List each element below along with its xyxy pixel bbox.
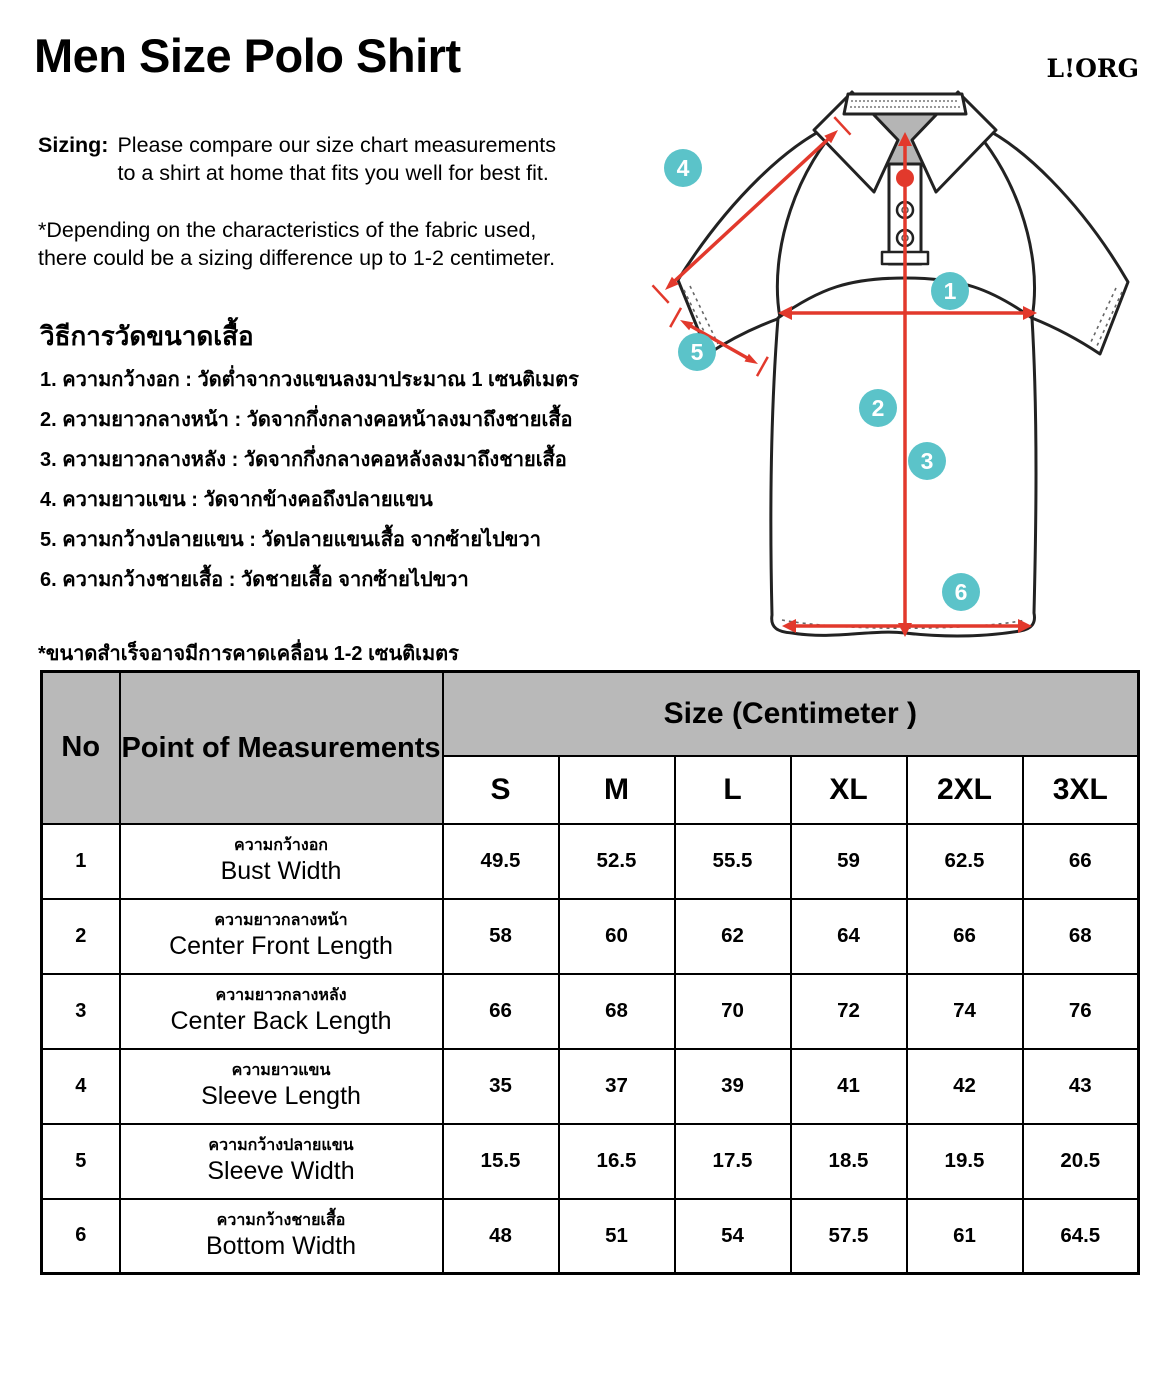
header-size-xl: XL (791, 756, 907, 824)
sizing-label: Sizing: (38, 133, 109, 157)
value-cell: 60 (559, 899, 675, 974)
value-cell: 49.5 (443, 824, 559, 899)
value-cell: 66 (1023, 824, 1139, 899)
row-label-thai: ความกว้างอก (234, 837, 328, 854)
value-cell: 54 (675, 1199, 791, 1274)
value-cell: 42 (907, 1049, 1023, 1124)
row-label-thai: ความกว้างชายเสื้อ (216, 1211, 346, 1229)
value-cell: 68 (559, 974, 675, 1049)
measure-item: 6. ความกว้างชายเสื้อ : วัดชายเสื้อ จากซ้ายไปขวา (40, 569, 469, 591)
value-cell: 43 (1023, 1049, 1139, 1124)
value-cell: 18.5 (791, 1124, 907, 1199)
measure-item: 4. ความยาวแขน : วัดจากข้างคอถึงปลายแขน (40, 489, 433, 511)
value-cell: 41 (791, 1049, 907, 1124)
measure-item: 3. ความยาวกลางหลัง : วัดจากกึ่งกลางคอหลังลงมาถึงชายเสื้อ (40, 449, 567, 471)
row-no: 5 (42, 1124, 120, 1199)
measure-item: 1. ความกว้างอก : วัดต่ำจากวงแขนลงมาประมาณ 1 เซนติเมตร (40, 369, 579, 391)
row-label-english: Bottom Width (205, 1231, 357, 1260)
header-size-group: Size (Centimeter ) (443, 672, 1139, 756)
badge-1: 1 (943, 278, 957, 304)
header-no: No (42, 672, 120, 824)
badge-4: 4 (676, 155, 690, 181)
value-cell: 70 (675, 974, 791, 1049)
row-label-english: Bust Width (220, 857, 342, 885)
row-no: 1 (42, 824, 120, 899)
value-cell: 51 (559, 1199, 675, 1274)
value-cell: 48 (443, 1199, 559, 1274)
table-row (42, 1124, 1139, 1199)
value-cell: 55.5 (675, 824, 791, 899)
badge-5: 5 (690, 339, 704, 365)
value-cell: 62 (675, 899, 791, 974)
value-cell: 58 (443, 899, 559, 974)
measure-item: 5. ความกว้างปลายแขน : วัดปลายแขนเสื้อ จากซ้ายไปขวา (40, 529, 541, 551)
size-table (40, 670, 1140, 1275)
table-row (42, 824, 1139, 899)
polo-shirt-diagram (620, 80, 1175, 660)
value-cell: 64.5 (1023, 1199, 1139, 1274)
value-cell: 74 (907, 974, 1023, 1049)
value-cell: 20.5 (1023, 1124, 1139, 1199)
value-cell: 64 (791, 899, 907, 974)
row-label (120, 1049, 443, 1124)
value-cell: 76 (1023, 974, 1139, 1049)
value-cell: 17.5 (675, 1124, 791, 1199)
row-label (120, 824, 443, 899)
measure-instructions (40, 360, 579, 600)
row-label-english: Sleeve Width (207, 1157, 355, 1185)
row-label-thai: ความยาวกลางหน้า (214, 912, 348, 929)
row-label-thai: ความยาวกลางหลัง (215, 987, 347, 1004)
row-label (120, 899, 443, 974)
row-label-thai: ความกว้างปลายแขน (208, 1137, 354, 1154)
row-label (120, 974, 443, 1049)
table-row (42, 1049, 1139, 1124)
table-row (42, 1199, 1139, 1274)
header-size-3xl: 3XL (1023, 756, 1139, 824)
value-cell: 61 (907, 1199, 1023, 1274)
value-cell: 66 (443, 974, 559, 1049)
table-note: *ขนาดสำเร็จอาจมีการคาดเคลื่อน 1-2 เซนติเมตร (38, 643, 459, 665)
sizing-text: Please compare our size chart measurements to a shirt at home that fits you well for best fit. (117, 133, 557, 185)
row-label-english: Center Front Length (169, 932, 393, 960)
measure-heading: วิธีการวัดขนาดเสื้อ (40, 321, 254, 351)
value-cell: 66 (907, 899, 1023, 974)
header-size-m: M (559, 756, 675, 824)
value-cell: 68 (1023, 899, 1139, 974)
row-no: 3 (42, 974, 120, 1049)
row-label (120, 1124, 443, 1199)
value-cell: 15.5 (443, 1124, 559, 1199)
fabric-note: *Depending on the characteristics of the fabric used, there could be a sizing difference up to 1-2 centimeter. (38, 218, 556, 270)
row-label-english: Sleeve Length (201, 1082, 361, 1110)
header-size-l: L (675, 756, 791, 824)
brand-logo: L!ORG (1046, 54, 1139, 83)
sizing-paragraph (38, 131, 556, 187)
header-point-of-measurements: Point of Measurements (120, 672, 443, 824)
badge-2: 2 (871, 395, 885, 421)
value-cell: 19.5 (907, 1124, 1023, 1199)
table-row (42, 899, 1139, 974)
row-no: 6 (42, 1199, 120, 1274)
value-cell: 39 (675, 1049, 791, 1124)
row-label-thai: ความยาวแขน (231, 1062, 331, 1079)
value-cell: 37 (559, 1049, 675, 1124)
row-no: 2 (42, 899, 120, 974)
value-cell: 52.5 (559, 824, 675, 899)
row-label-english: Center Back Length (170, 1007, 392, 1035)
badge-3: 3 (920, 448, 934, 474)
table-row (42, 974, 1139, 1049)
value-cell: 57.5 (791, 1199, 907, 1274)
row-label (120, 1199, 443, 1274)
value-cell: 62.5 (907, 824, 1023, 899)
page-title: Men Size Polo Shirt (34, 29, 461, 82)
value-cell: 16.5 (559, 1124, 675, 1199)
header-size-2xl: 2XL (907, 756, 1023, 824)
value-cell: 35 (443, 1049, 559, 1124)
badge-6: 6 (954, 579, 968, 605)
value-cell: 59 (791, 824, 907, 899)
measure-item: 2. ความยาวกลางหน้า : วัดจากกึ่งกลางคอหน้าลงมาถึงชายเสื้อ (40, 409, 573, 431)
value-cell: 72 (791, 974, 907, 1049)
header-size-s: S (443, 756, 559, 824)
row-no: 4 (42, 1049, 120, 1124)
